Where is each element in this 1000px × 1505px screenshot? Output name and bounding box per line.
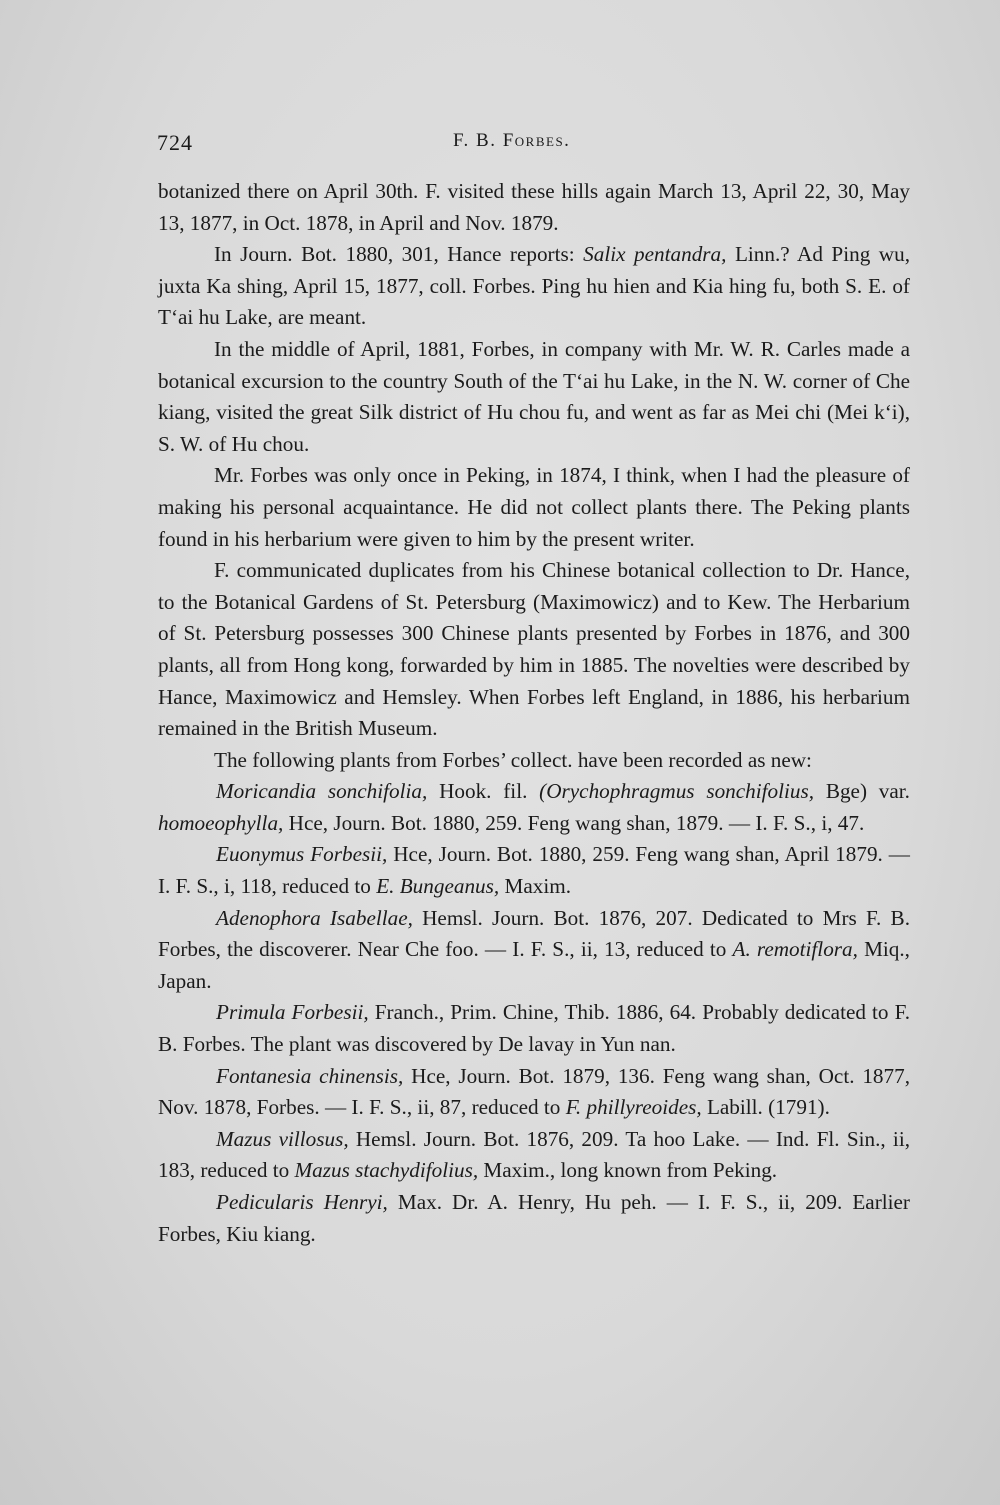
italic-taxon: E. Bungeanus, [376, 874, 500, 899]
paragraph [158, 555, 910, 745]
plant-entry [158, 839, 910, 902]
page-header [157, 130, 909, 164]
italic-taxon: Primula Forbesii, [216, 1000, 369, 1025]
paragraph [158, 460, 910, 555]
text-run: In Journ. Bot. 1880, 301, Hance reports: [214, 242, 584, 267]
page-number: 724 [157, 130, 193, 155]
text-run: Bge) var. [814, 779, 910, 804]
plant-entry [158, 1061, 910, 1124]
text-run: F. communicated duplicates from his Chinese botanical collection to Dr. Hance, to the Botanical Gardens of St. Petersburg (Maximowicz) and to Kew. The Herbarium of St. Petersburg possesses 300 Chinese plants presented by Forbes in 1876, and 300 plants, all from Hong kong, forwarded by him in 1885. The novelties were described by Hance, Maximowicz and Hemsley. When Forbes left England, in 1886, his herbarium remained in the British Museum. [158, 558, 910, 741]
text-run: Hemsl. Journ. Bot. 1876, 207. Dedicated to Mrs F. B. Forbes, the discoverer. Near Che foo. — I. F. S., ii, 13, reduced to [158, 905, 910, 962]
italic-taxon: Pedicularis Henryi, [216, 1190, 388, 1214]
text-run: Maxim., long known from Peking. [478, 1158, 778, 1183]
italic-taxon: Fontanesia chinensis, [216, 1063, 404, 1088]
text-run: Hce, Journ. Bot. 1880, 259. Feng wang shan, April 1879. — I. F. S., i, 118, reduced to [158, 842, 910, 899]
plant-entry [158, 997, 910, 1060]
paragraph [158, 334, 910, 460]
text-run: Miq., Japan. [158, 937, 910, 993]
continued-paragraph [158, 176, 910, 239]
text-run: Hook. fil. [427, 779, 540, 804]
body-text [158, 176, 910, 1250]
text-run: Mr. Forbes was only once in Peking, in 1874, I think, when I had the pleasure of making his personal acquaintance. He did not collect plants there. The Peking plants found in his herbarium were given to him by the present writer. [158, 463, 910, 551]
plant-entry [158, 1187, 910, 1250]
text-run: In the middle of April, 1881, Forbes, in company with Mr. W. R. Carles made a botanical excursion to the country South of the Tʻai hu Lake, in the N. W. corner of Che kiang, visited the great Silk district of Hu chou fu, and went as far as Mei chi (Mei kʻi), S. W. of Hu chou. [158, 336, 910, 456]
plant-entry [158, 776, 910, 839]
text-run: botanized there on April 30th. F. visited these hills again March 13, April 22, 30, May 13, 1877, in Oct. 1878, in April and Nov. 1879. [158, 179, 910, 235]
plant-entry [158, 1124, 910, 1187]
text-run: Labill. (1791). [701, 1095, 830, 1120]
text-run: Hemsl. Journ. Bot. 1876, 209. Ta hoo Lake. — Ind. Fl. Sin., ii, 183, reduced to [158, 1126, 910, 1183]
plant-entry [158, 903, 910, 998]
italic-taxon: Mazus stachydifolius, [294, 1158, 479, 1183]
text-run: The following plants from Forbes’ collect. have been recorded as new: [214, 747, 812, 772]
text-run: Hce, Journ. Bot. 1879, 136. Feng wang shan, Oct. 1877, Nov. 1878, Forbes. — I. F. S., ii, 87, reduced to [158, 1063, 910, 1120]
text-run: Linn.? Ad Ping wu, juxta Ka shing, April 15, 1877, coll. Forbes. Ping hu hien and Kia hing fu, both S. E. of Tʻai hu Lake, are meant. [158, 242, 911, 330]
text-run: Hce, Journ. Bot. 1880, 259. Feng wang shan, 1879. — I. F. S., i, 47. [283, 810, 865, 835]
italic-taxon: Moricandia sonchifolia, [216, 779, 428, 804]
italic-taxon: F. phillyreoides, [565, 1095, 702, 1120]
italic-taxon: Mazus villosus, [216, 1126, 349, 1151]
text-run: Franch., Prim. Chine, Thib. 1886, 64. Probably dedicated to F. B. Forbes. The plant was discovered by De lavay in Yun nan. [158, 1000, 910, 1057]
italic-taxon: Salix pentandra, [583, 242, 727, 267]
text-run: Maxim. [499, 874, 572, 899]
italic-taxon: A. remotiflora, [732, 937, 858, 962]
italic-taxon: (Orychophragmus sonchifolius, [539, 779, 815, 804]
italic-taxon: Adenophora Isabellae, [216, 905, 413, 930]
running-head: F. B. Forbes. [453, 130, 571, 151]
italic-taxon: Euonymus Forbesii, [216, 842, 388, 867]
paragraph [158, 239, 910, 334]
text-run: Max. Dr. A. Henry, Hu peh. — I. F. S., ii, 209. Earlier Forbes, Kiu kiang. [158, 1190, 910, 1246]
italic-taxon: homoeophylla, [158, 810, 284, 835]
paragraph [158, 745, 910, 777]
